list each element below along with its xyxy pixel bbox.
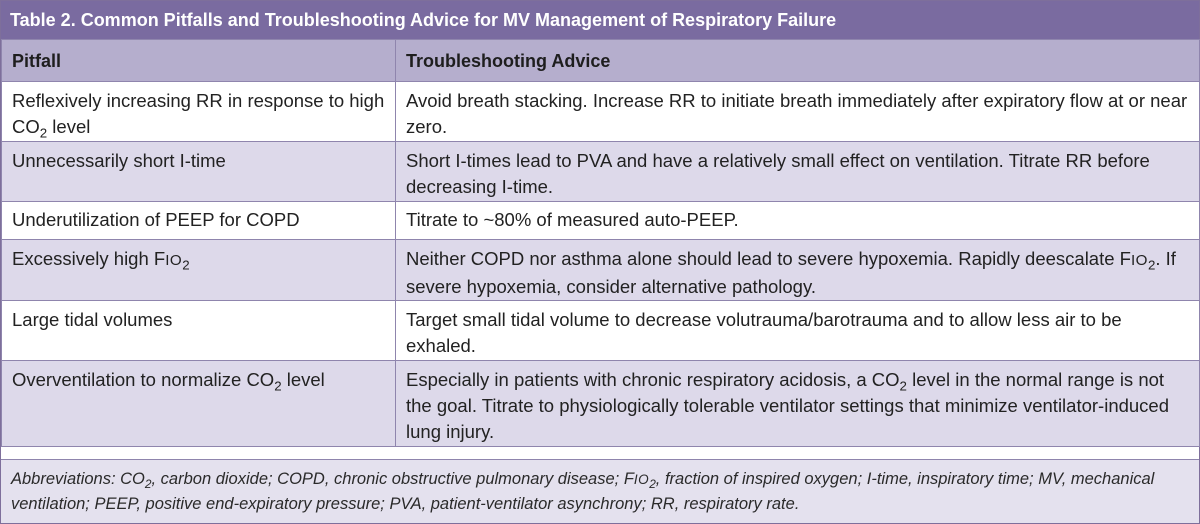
table-row <box>2 202 1200 240</box>
header-advice: Troubleshooting Advice <box>396 40 1200 82</box>
pitfall-cell: Unnecessarily short I-time <box>2 142 396 202</box>
table-row <box>2 301 1200 361</box>
pitfalls-table <box>1 39 1200 447</box>
advice-cell: Titrate to ~80% of measured auto-PEEP. <box>396 202 1200 240</box>
table-row <box>2 361 1200 447</box>
table-row <box>2 142 1200 202</box>
pitfall-cell: Large tidal volumes <box>2 301 396 361</box>
advice-cell: Short I-times lead to PVA and have a relatively small effect on ventilation. Titrate RR before decreasing I-time. <box>396 142 1200 202</box>
advice-cell: Especially in patients with chronic respiratory acidosis, a $CO_2$ level in the normal range is not the goal. Titrate to physiologically tolerable ventilator settings that minimize ventilator-induced lung injury. <box>396 361 1200 447</box>
advice-cell: Neither COPD nor asthma alone should lead to severe hypoxemia. Rapidly deescalate $FIO_2$. If severe hypoxemia, consider alternative pathology. <box>396 240 1200 301</box>
advice-cell: Avoid breath stacking. Increase RR to initiate breath immediately after expiratory flow at or near zero. <box>396 82 1200 142</box>
pitfall-cell: Excessively high $FIO_2$ <box>2 240 396 301</box>
table-row <box>2 82 1200 142</box>
pitfall-cell: Overventilation to normalize $CO_2$ level <box>2 361 396 447</box>
header-pitfall: Pitfall <box>2 40 396 82</box>
pitfall-cell: Reflexively increasing RR in response to high $CO_2$ level <box>2 82 396 142</box>
advice-cell: Target small tidal volume to decrease volutrauma/barotrauma and to allow less air to be exhaled. <box>396 301 1200 361</box>
table-row <box>2 240 1200 301</box>
pitfall-cell: Underutilization of PEEP for COPD <box>2 202 396 240</box>
table-title: Table 2. Common Pitfalls and Troubleshooting Advice for MV Management of Respiratory Failure <box>1 1 1199 39</box>
header-row <box>2 40 1200 82</box>
abbreviations-footnote: Abbreviations: $CO_2$, carbon dioxide; COPD, chronic obstructive pulmonary disease; $FIO_2$, fraction of inspired oxygen; I-time, inspiratory time; MV, mechanical ventilation; PEEP, positive end-expiratory pressure; PVA, patient-ventilator asynchrony; RR, respiratory rate. <box>1 459 1199 523</box>
